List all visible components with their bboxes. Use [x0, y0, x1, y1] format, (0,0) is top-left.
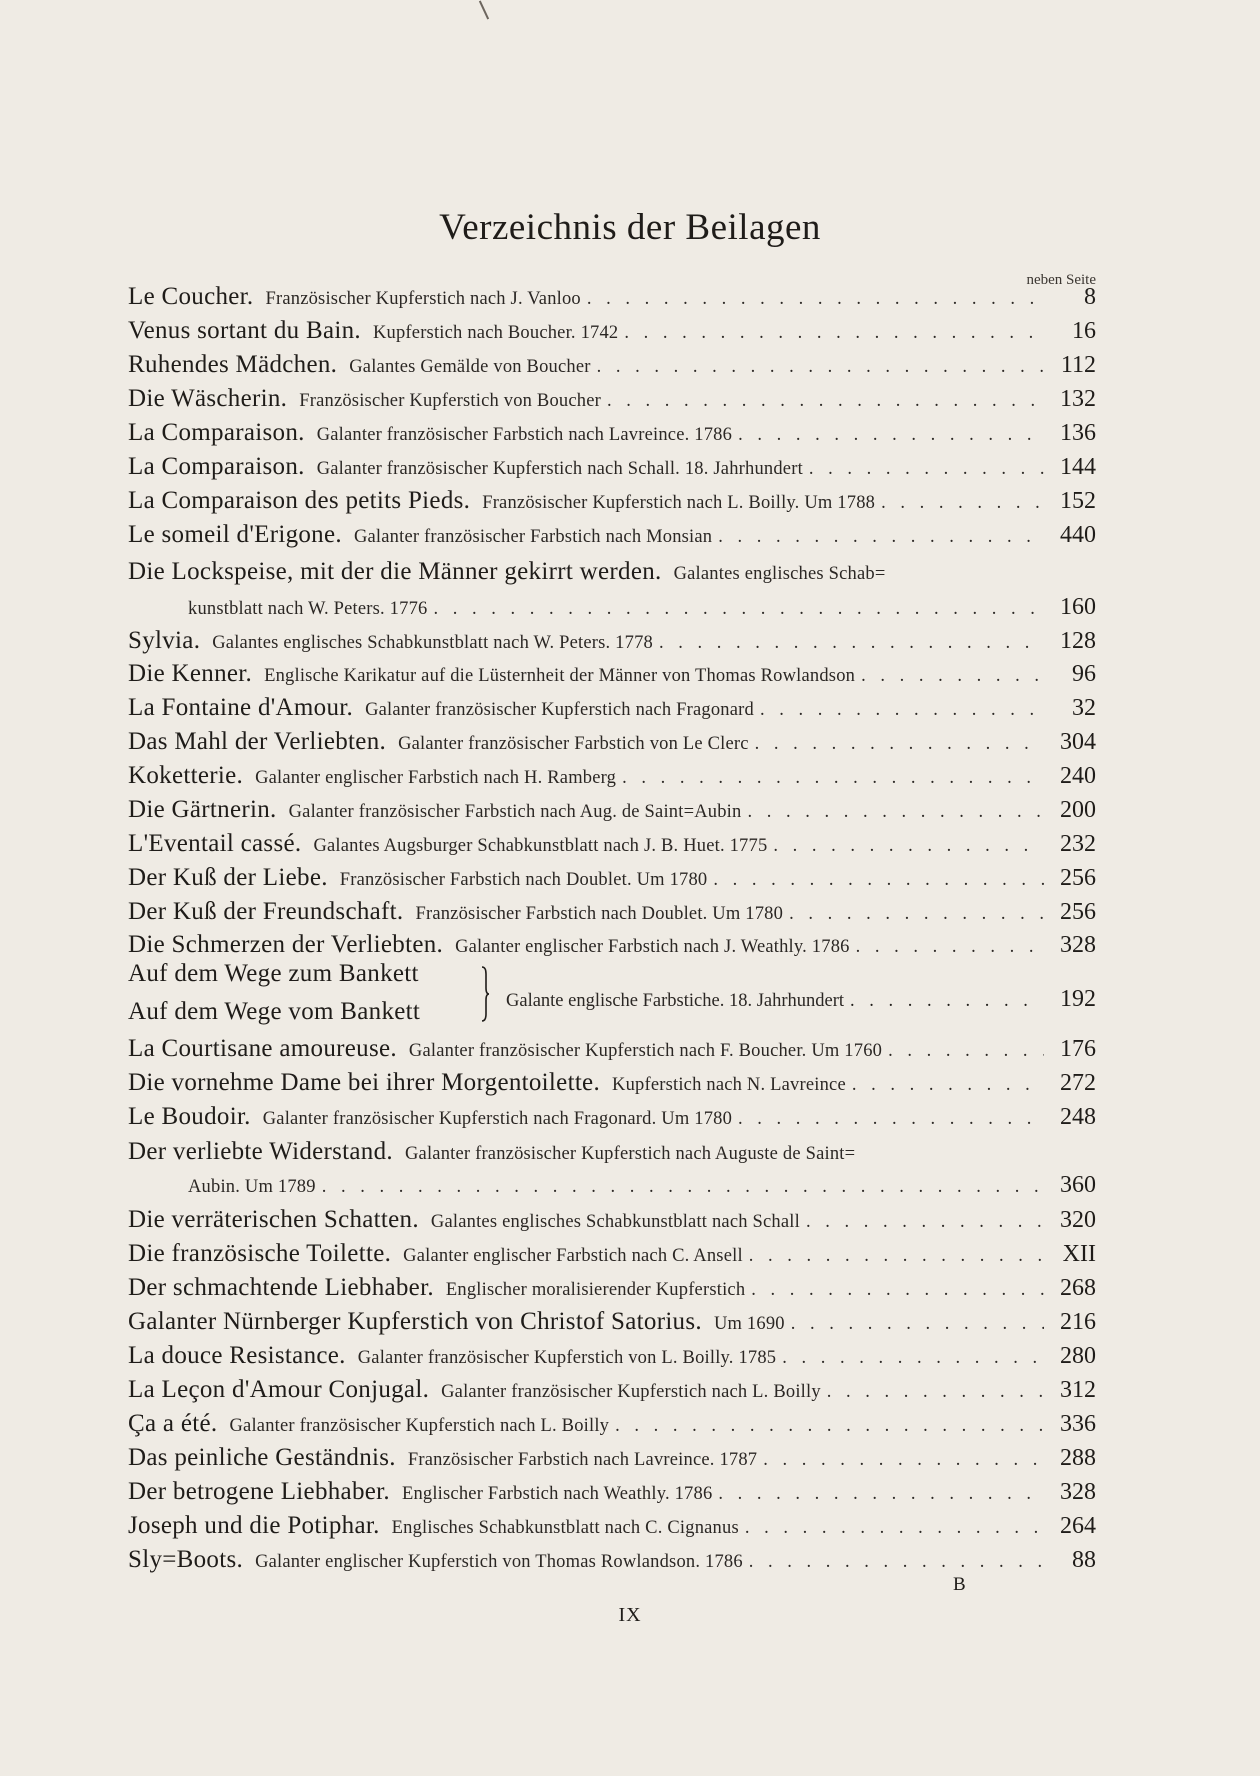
dot-leader [622, 768, 1044, 789]
toc-entry [128, 1240, 1096, 1268]
entry-description: Galantes Gemälde von Boucher [349, 357, 591, 377]
dot-leader [763, 1450, 1044, 1471]
toc-entry [128, 453, 1096, 481]
entry-page: 312 [1060, 1377, 1096, 1403]
entry-page: 176 [1060, 1036, 1096, 1062]
entry-description: Galanter englischer Kupferstich von Thomas Rowlandson. 1786 [255, 1552, 743, 1572]
entry-title: Die vornehme Dame bei ihrer Morgentoilette. [128, 1069, 601, 1096]
entry-page: 320 [1060, 1207, 1096, 1233]
curly-brace [480, 966, 490, 1022]
toc-entry [128, 1069, 1096, 1097]
entry-page: 200 [1060, 797, 1096, 823]
toc-entry [128, 1376, 1096, 1404]
dot-leader [861, 666, 1044, 687]
entry-page: 8 [1084, 284, 1096, 310]
dot-leader [713, 870, 1044, 891]
toc-entry [128, 317, 1096, 345]
dot-leader [745, 1518, 1044, 1539]
entry-page: 160 [1060, 594, 1096, 620]
entry-page: 192 [1060, 986, 1096, 1012]
toc-entry [128, 385, 1096, 413]
dot-leader [607, 391, 1044, 412]
entry-description: Galanter französischer Farbstich nach Monsian [353, 527, 713, 547]
toc-entry [128, 931, 1096, 959]
entry-title: Die Lockspeise, mit der die Männer gekirrt werden. [128, 558, 662, 585]
entry-page: 136 [1060, 420, 1096, 446]
entry-title: Die Schmerzen der Verliebten. [128, 931, 444, 958]
entry-description: Kupferstich nach Boucher. 1742 [372, 323, 619, 343]
entry-description: Französischer Kupferstich von Boucher [299, 391, 602, 411]
dot-leader [659, 633, 1044, 654]
toc-entry [128, 558, 1096, 586]
entry-title: La Comparaison. [128, 453, 305, 480]
entry-title: Le Boudoir. [128, 1103, 251, 1130]
entry-description: Galantes englisches Schab= [673, 564, 886, 584]
toc-entry [128, 728, 1096, 756]
entry-title: La Comparaison. [128, 419, 305, 446]
entry-description: Galanter französischer Kupferstich nach F. Boucher. Um 1760 [408, 1041, 883, 1061]
dot-leader [597, 357, 1044, 378]
entry-description: Um 1690 [713, 1314, 785, 1334]
entry-title: Das Mahl der Verliebten. [128, 728, 387, 755]
entry-page: 132 [1060, 386, 1096, 412]
entry-page: 144 [1060, 454, 1096, 480]
toc-entry [128, 1512, 1096, 1540]
dot-leader [738, 425, 1044, 446]
toc-entry [128, 1478, 1096, 1506]
entry-title: Die Kenner. [128, 660, 253, 687]
dot-leader [718, 1484, 1044, 1505]
entry-page: 240 [1060, 763, 1096, 789]
entry-description: Französischer Farbstich nach Lavreince. 1787 [407, 1450, 758, 1470]
entry-page: 128 [1060, 628, 1096, 654]
entry-page: 32 [1072, 695, 1096, 721]
dot-leader [789, 904, 1044, 925]
toc-entry [128, 521, 1096, 549]
entry-page: 256 [1060, 899, 1096, 925]
toc-entry [128, 1308, 1096, 1336]
dot-leader [749, 1246, 1044, 1267]
entry-description: Galanter französischer Kupferstich nach Fragonard. Um 1780 [262, 1109, 733, 1129]
toc-entry [128, 283, 1096, 311]
dot-leader [738, 1109, 1044, 1130]
entry-description: Französischer Farbstich nach Doublet. Um 1780 [415, 904, 784, 924]
toc-entry [128, 1342, 1096, 1370]
dot-leader [852, 1075, 1044, 1096]
toc-entry [128, 898, 1096, 926]
entry-page: 216 [1060, 1309, 1096, 1335]
dot-leader [881, 493, 1044, 514]
entry-page: 232 [1060, 831, 1096, 857]
dot-leader [856, 937, 1044, 958]
entry-page: 256 [1060, 865, 1096, 891]
toc-entry [128, 1035, 1096, 1063]
entry-title: Der verliebte Widerstand. [128, 1138, 393, 1165]
dot-leader [615, 1416, 1044, 1437]
entry-title: Galanter Nürnberger Kupferstich von Christof Satorius. [128, 1308, 702, 1335]
entry-description: Galanter französischer Farbstich nach Aug. de Saint=Aubin [288, 802, 742, 822]
dot-leader [791, 1314, 1044, 1335]
entry-title: Auf dem Wege zum Bankett [128, 960, 419, 987]
entry-page: 288 [1060, 1445, 1096, 1471]
entry-description: Englischer Farbstich nach Weathly. 1786 [401, 1484, 713, 1504]
entry-title: Der betrogene Liebhaber. [128, 1478, 390, 1505]
entry-page: 360 [1060, 1172, 1096, 1198]
entry-title: Le someil d'Erigone. [128, 521, 342, 548]
dot-leader [760, 700, 1044, 721]
toc-entry [128, 830, 1096, 858]
page-title: Verzeichnis der Beilagen [439, 207, 821, 248]
toc-entry [128, 487, 1096, 515]
entry-title: Der schmachtende Liebhaber. [128, 1274, 434, 1301]
entry-title: La douce Resistance. [128, 1342, 346, 1369]
entry-title: Das peinliche Geständnis. [128, 1444, 396, 1471]
entry-description-continued: kunstblatt nach W. Peters. 1776 [188, 599, 428, 619]
entry-page: 304 [1060, 729, 1096, 755]
dot-leader [782, 1348, 1044, 1369]
toc-entry [128, 796, 1096, 824]
entry-description: Französischer Kupferstich nach L. Boilly. Um 1788 [482, 493, 876, 513]
toc-entry [128, 1410, 1096, 1438]
toc-entry [128, 694, 1096, 722]
signature-mark: B [953, 1574, 966, 1595]
entry-description: Galanter französischer Kupferstich nach Fragonard [365, 700, 754, 720]
page-column-header: neben Seite [1026, 272, 1096, 288]
dot-leader [747, 802, 1044, 823]
dot-leader [624, 323, 1044, 344]
page-number: IX [618, 1604, 642, 1626]
toc-entry-continuation [188, 594, 1096, 621]
entry-title: Venus sortant du Bain. [128, 317, 361, 344]
toc-entry [128, 351, 1096, 379]
entry-description: Englische Karikatur auf die Lüsternheit der Männer von Thomas Rowlandson [264, 666, 856, 686]
toc-entry-continuation [188, 1172, 1096, 1199]
entry-description: Galanter englischer Farbstich nach J. Weathly. 1786 [455, 937, 850, 957]
entry-description: Galantes englisches Schabkunstblatt nach Schall [430, 1212, 800, 1232]
entry-title: La Fontaine d'Amour. [128, 694, 354, 721]
entry-description: Galanter französischer Kupferstich nach L. Boilly [441, 1382, 821, 1402]
toc-entry [128, 627, 1096, 655]
entry-description: Englisches Schabkunstblatt nach C. Cignanus [391, 1518, 739, 1538]
toc-entry [128, 1444, 1096, 1472]
entry-page: 336 [1060, 1411, 1096, 1437]
toc-entry-group [128, 960, 1096, 1032]
entry-page: XII [1062, 1241, 1096, 1267]
toc-entry [128, 1206, 1096, 1234]
entry-description: Englischer moralisierender Kupferstich [445, 1280, 746, 1300]
entry-title: Sylvia. [128, 627, 201, 654]
entry-page: 248 [1060, 1104, 1096, 1130]
dot-leader [806, 1212, 1044, 1233]
entry-title: Ruhendes Mädchen. [128, 351, 338, 378]
entry-description: Galanter französischer Farbstich von Le Clerc [398, 734, 749, 754]
dot-leader [809, 459, 1044, 480]
entry-title: La Comparaison des petits Pieds. [128, 487, 471, 514]
toc-entry [128, 419, 1096, 447]
toc-entry [128, 1138, 1096, 1166]
entry-description: Französischer Kupferstich nach J. Vanloo [265, 289, 581, 309]
dot-leader [587, 289, 1044, 310]
entry-description: Galanter englischer Farbstich nach H. Ramberg [255, 768, 617, 788]
toc-entry [128, 1274, 1096, 1302]
entry-title: Ça a été. [128, 1410, 218, 1437]
paper-speck [479, 1, 489, 20]
entry-page: 96 [1072, 661, 1096, 687]
toc-entry [128, 1546, 1096, 1574]
entry-title: Auf dem Wege vom Bankett [128, 998, 421, 1025]
entry-description: Galanter englischer Farbstich nach C. Ansell [403, 1246, 743, 1266]
entry-title: Sly=Boots. [128, 1546, 244, 1573]
dot-leader [751, 1280, 1044, 1301]
entry-description: Galantes Augsburger Schabkunstblatt nach J. B. Huet. 1775 [313, 836, 768, 856]
entry-description: Galante englische Farbstiche. 18. Jahrhundert [506, 991, 845, 1011]
group-description-line [506, 986, 1096, 1013]
entry-title: Die Wäscherin. [128, 385, 288, 412]
entry-title: La Courtisane amoureuse. [128, 1035, 397, 1062]
entry-description: Galanter französischer Kupferstich nach L. Boilly [229, 1416, 610, 1436]
dot-leader [773, 836, 1044, 857]
entry-page: 272 [1060, 1070, 1096, 1096]
dot-leader [433, 599, 1044, 620]
entry-description: Galanter französischer Kupferstich von L. Boilly. 1785 [357, 1348, 777, 1368]
entry-title: Le Coucher. [128, 283, 254, 310]
entry-page: 112 [1060, 352, 1096, 378]
entry-page: 264 [1060, 1513, 1096, 1539]
entry-page: 152 [1060, 488, 1096, 514]
entry-description: Französischer Farbstich nach Doublet. Um 1780 [339, 870, 708, 890]
entry-title: Koketterie. [128, 762, 244, 789]
dot-leader [850, 991, 1044, 1012]
entry-page: 440 [1060, 522, 1096, 548]
entry-title: L'Eventail cassé. [128, 830, 302, 857]
dot-leader [749, 1552, 1044, 1573]
toc-entry [128, 1103, 1096, 1131]
dot-leader [755, 734, 1044, 755]
toc-entry [128, 864, 1096, 892]
entry-title: Der Kuß der Liebe. [128, 864, 328, 891]
entry-title: La Leçon d'Amour Conjugal. [128, 1376, 430, 1403]
entry-title: Die verräterischen Schatten. [128, 1206, 419, 1233]
entry-description: Galantes englisches Schabkunstblatt nach W. Peters. 1778 [212, 633, 653, 653]
entry-description-continued: Aubin. Um 1789 [188, 1177, 316, 1197]
toc-entry [128, 660, 1096, 688]
entry-title: Der Kuß der Freundschaft. [128, 898, 404, 925]
entry-title: Die Gärtnerin. [128, 796, 277, 823]
toc-entry [128, 762, 1096, 790]
entry-page: 16 [1072, 318, 1096, 344]
entry-description: Galanter französischer Kupferstich nach Auguste de Saint= [404, 1144, 856, 1164]
entry-description: Galanter französischer Farbstich nach Lavreince. 1786 [316, 425, 733, 445]
entry-page: 88 [1072, 1547, 1096, 1573]
entry-title: Joseph und die Potiphar. [128, 1512, 380, 1539]
dot-leader [888, 1041, 1044, 1062]
entry-description: Kupferstich nach N. Lavreince [612, 1075, 846, 1095]
dot-leader [322, 1177, 1044, 1198]
dot-leader [718, 527, 1044, 548]
entry-page: 280 [1060, 1343, 1096, 1369]
dot-leader [827, 1382, 1044, 1403]
entry-title: Die französische Toilette. [128, 1240, 392, 1267]
entry-page: 328 [1060, 932, 1096, 958]
entry-page: 268 [1060, 1275, 1096, 1301]
entry-page: 328 [1060, 1479, 1096, 1505]
entry-description: Galanter französischer Kupferstich nach Schall. 18. Jahrhundert [316, 459, 803, 479]
